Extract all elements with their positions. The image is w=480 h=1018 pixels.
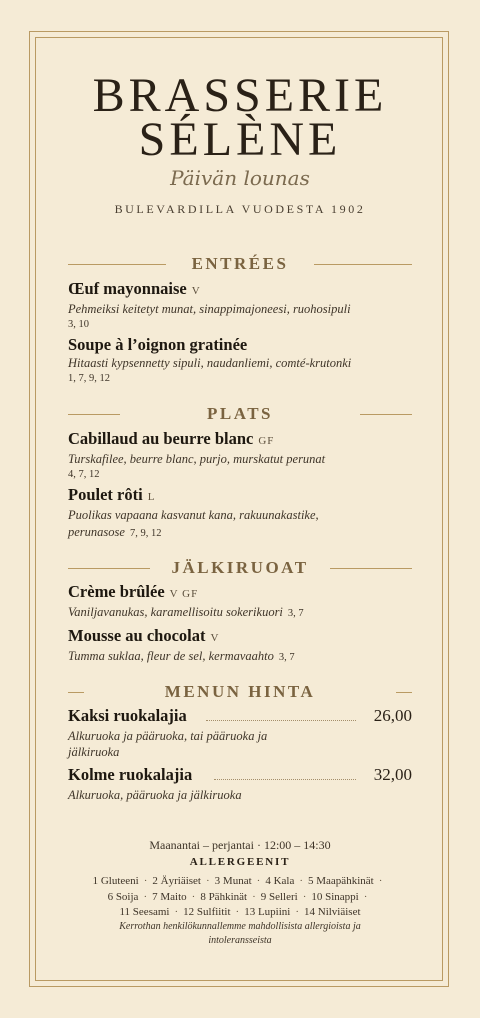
brand-name-line2: SÉLÈNE bbox=[138, 113, 342, 166]
allergen-item: 1 Gluteeni bbox=[92, 875, 139, 887]
price-option-description: Alkuruoka, pääruoka ja jälkiruoka bbox=[68, 788, 242, 802]
opening-hours: Maanantai – perjantai · 12:00 – 14:30 bbox=[149, 838, 331, 852]
dish-description: Turskafilee, beurre blanc, purjo, murskatut perunat bbox=[68, 452, 326, 466]
menu-item bbox=[68, 485, 412, 541]
allergen-item: 9 Selleri bbox=[260, 890, 298, 903]
price-row bbox=[68, 765, 412, 805]
dish-description: Pehmeiksi keitetyt munat, sinappimajoneesi, ruohosipuli bbox=[68, 302, 351, 316]
allergen-item: 5 Maapähkinät bbox=[308, 875, 374, 887]
allergen-item: 2 Äyriäiset bbox=[152, 875, 201, 887]
price-value: 26,00 bbox=[373, 706, 412, 725]
price-value: 32,00 bbox=[373, 765, 412, 784]
allergen-item: 14 Nilviäiset bbox=[304, 906, 361, 918]
dot-leader bbox=[214, 779, 356, 780]
diet-tag: V bbox=[210, 632, 220, 644]
allergen-item: 8 Pähkinät bbox=[200, 890, 248, 903]
price-option-description: Alkuruoka ja pääruoka, tai pääruoka ja jälkiruoka bbox=[68, 729, 268, 759]
diet-tag: V GF bbox=[169, 588, 199, 600]
allergen-item: 7 Maito bbox=[152, 890, 187, 903]
menu-item bbox=[68, 582, 412, 621]
allergen-legend: 1 Gluteeni · 2 Äyriäiset · 3 Munat · 4 Kala · 5 Maapähkinät · 6 Soija · 7 Maito · 8 Pähkinät · 9 Selleri · 10 Sinappi · 11 Seesami · 12 Sulfiitit · 13 Lupiini · 14 Nilviäiset bbox=[92, 875, 383, 918]
dish-name: Mousse au chocolat bbox=[68, 626, 206, 645]
section-heading-entrees bbox=[68, 254, 412, 274]
dish-description: Vaniljavanukas, karamellisoitu sokerikuori bbox=[68, 605, 283, 619]
dish-name: Œuf mayonnaise bbox=[68, 279, 187, 298]
section-heading-desserts bbox=[68, 558, 412, 578]
section-title: ENTRÉES bbox=[191, 254, 289, 273]
section-title: PLATS bbox=[206, 404, 274, 423]
dish-allergens: 7, 9, 12 bbox=[129, 528, 162, 539]
allergen-item: 13 Lupiini bbox=[244, 906, 291, 918]
diet-tag: GF bbox=[258, 435, 275, 447]
menu-item bbox=[68, 429, 412, 482]
allergen-item: 10 Sinappi bbox=[311, 890, 359, 903]
dish-allergens: 3, 10 bbox=[68, 319, 89, 330]
menu-item bbox=[68, 335, 412, 386]
dish-description: Tumma suklaa, fleur de sel, kermavaahto bbox=[68, 649, 274, 663]
allergen-item: 6 Soija bbox=[107, 890, 139, 903]
dish-allergens: 3, 7 bbox=[278, 652, 295, 663]
dish-name: Cabillaud au beurre blanc bbox=[68, 429, 254, 448]
allergy-note: Kerrothan henkilökunnallemme mahdollisista allergioista ja intoleransseista bbox=[119, 921, 361, 946]
allergen-item: 11 Seesami bbox=[119, 906, 170, 918]
allergen-item: 3 Munat bbox=[214, 875, 252, 887]
price-row bbox=[68, 706, 412, 762]
dish-description-cont: perunasose bbox=[68, 525, 125, 539]
section-heading-plats bbox=[68, 404, 412, 424]
dish-name: Poulet rôti bbox=[68, 485, 143, 504]
section-title: JÄLKIRUOAT bbox=[171, 558, 309, 577]
allergens-title: ALLERGEENIT bbox=[189, 856, 291, 868]
diet-tag: L bbox=[147, 491, 156, 503]
dot-leader bbox=[206, 720, 356, 721]
dish-description: Puolikas vapaana kasvanut kana, rakuunakastike, bbox=[68, 508, 319, 522]
dish-allergens: 4, 7, 12 bbox=[68, 469, 100, 480]
dish-description: Hitaasti kypsennetty sipuli, naudanliemi, comté-krutonki bbox=[68, 356, 352, 370]
allergen-item: 12 Sulfiitit bbox=[183, 906, 231, 918]
since-tagline: BULEVARDILLA VUODESTA 1902 bbox=[114, 202, 366, 216]
brand-name-line1: BRASSERIE bbox=[92, 69, 388, 122]
dish-name: Crème brûlée bbox=[68, 582, 165, 601]
section-heading-prices bbox=[68, 682, 412, 702]
diet-tag: V bbox=[191, 285, 201, 297]
section-title: MENUN HINTA bbox=[164, 682, 316, 701]
dish-name: Soupe à l’oignon gratinée bbox=[68, 335, 248, 354]
menu-item bbox=[68, 279, 412, 332]
price-option-name: Kaksi ruokalajia bbox=[68, 706, 187, 725]
menu-item bbox=[68, 626, 412, 665]
price-option-name: Kolme ruokalajia bbox=[68, 765, 193, 784]
dish-allergens: 1, 7, 9, 12 bbox=[68, 373, 110, 384]
allergen-item: 4 Kala bbox=[265, 875, 295, 887]
dish-allergens: 3, 7 bbox=[287, 608, 304, 619]
menu-subtitle: Päivän lounas bbox=[170, 166, 310, 190]
